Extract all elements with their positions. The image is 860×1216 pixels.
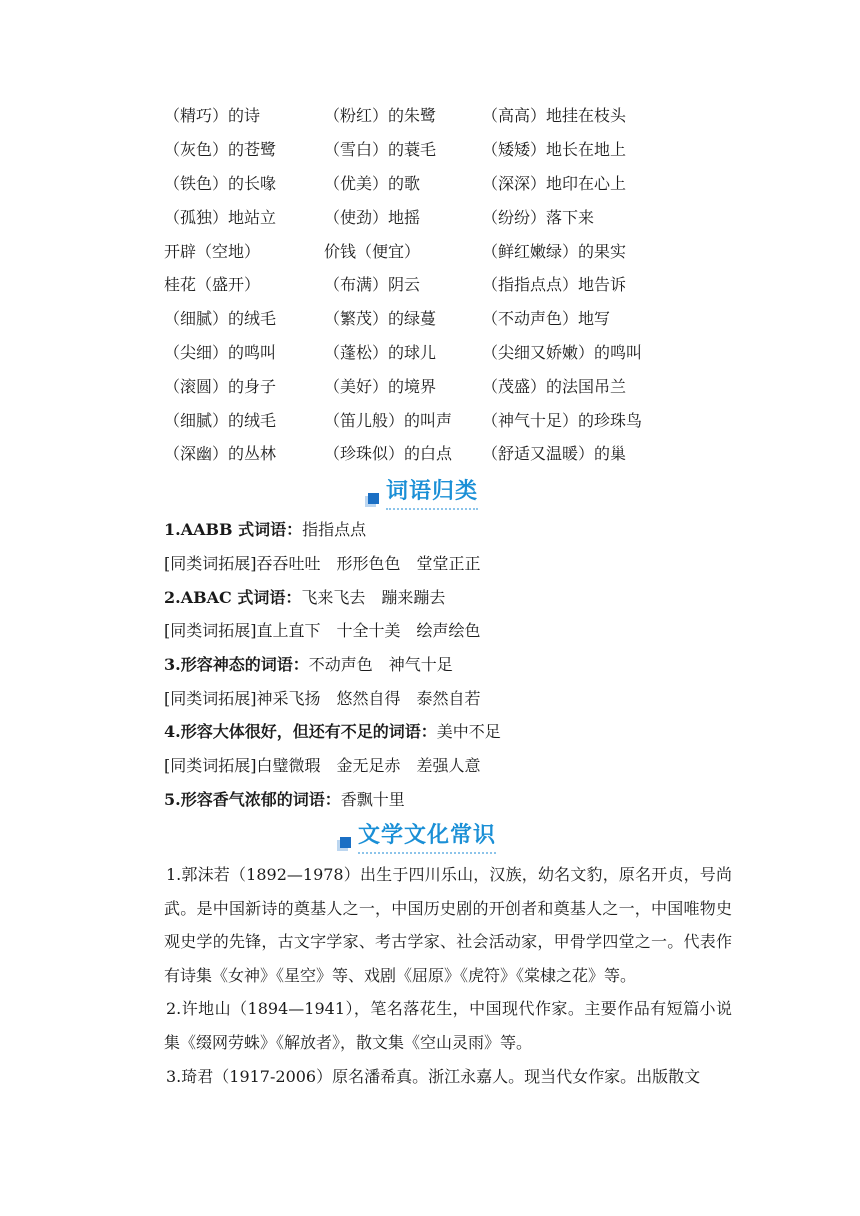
word-phrase: （尖细）的鸣叫 — [164, 342, 277, 362]
section-title: 文学文化常识 — [358, 818, 496, 854]
word-phrase: （笛儿般）的叫声 — [324, 410, 453, 430]
word-grid-row — [164, 301, 724, 335]
word-phrase: 桂花（盛开） — [164, 275, 261, 295]
classification-item — [164, 680, 764, 714]
literature-paragraph: 3.琦君（1917-2006）原名潘希真。浙江永嘉人。现当代女作家。出版散文 — [166, 1066, 701, 1086]
word-grid-row — [164, 436, 724, 470]
section-marker-icon — [368, 493, 379, 504]
literature-paragraph: 2.许地山（1894—1941），笔名落花生，中国现代作家。主要作品有短篇小说集《缀网劳蛛》《解放者》，散文集《空山灵雨》等。 — [164, 999, 732, 1052]
section-marker-icon — [340, 837, 351, 848]
word-phrase: （高高）地挂在枝头 — [482, 106, 627, 126]
word-grid-row — [164, 233, 724, 267]
word-phrase: （美好）的境界 — [324, 376, 437, 396]
word-phrase: （纷纷）落下来 — [482, 207, 595, 227]
word-grid-row — [164, 368, 724, 402]
classification-item — [164, 546, 764, 580]
word-phrase: （孤独）地站立 — [164, 207, 277, 227]
classification-item — [164, 714, 764, 748]
related-words-extension: [同类词拓展]神采飞扬 悠然自得 泰然自若 — [164, 688, 481, 708]
word-phrase: （精巧）的诗 — [164, 106, 261, 126]
word-grid-row — [164, 402, 724, 436]
word-grid-row — [164, 132, 724, 166]
word-phrase: （优美）的歌 — [324, 173, 421, 193]
classification-item — [164, 647, 764, 681]
word-phrase: （茂盛）的法国吊兰 — [482, 376, 627, 396]
word-phrase: （珍珠似）的白点 — [324, 444, 453, 464]
word-phrase: （粉红）的朱鹭 — [324, 106, 437, 126]
word-phrase: （尖细又娇嫩）的鸣叫 — [482, 342, 643, 362]
section-title: 词语归类 — [386, 474, 478, 510]
category-label: 3.形容神态的词语： — [164, 655, 309, 675]
literature-notes — [164, 858, 732, 1093]
word-grid-row — [164, 335, 724, 369]
category-words: 美中不足 — [436, 722, 501, 742]
category-label: 5.形容香气浓郁的词语： — [164, 789, 341, 809]
section-heading-literature — [340, 818, 496, 854]
section-heading-classify — [368, 474, 478, 510]
classification-item — [164, 579, 764, 613]
word-grid-row — [164, 199, 724, 233]
word-grid-row — [164, 166, 724, 200]
word-phrase: （布满）阴云 — [324, 275, 421, 295]
word-phrase: （不动声色）地写 — [482, 309, 611, 329]
related-words-extension: [同类词拓展]直上直下 十全十美 绘声绘色 — [164, 621, 481, 641]
word-phrase: （使劲）地摇 — [324, 207, 421, 227]
word-classification-list — [164, 512, 764, 815]
word-phrase: （铁色）的长喙 — [164, 173, 277, 193]
classification-item — [164, 512, 764, 546]
word-phrase: （滚圆）的身子 — [164, 376, 277, 396]
word-phrase: （矮矮）地长在地上 — [482, 140, 627, 160]
word-phrase: 开辟（空地） — [164, 241, 261, 261]
word-phrase: （鲜红嫩绿）的果实 — [482, 241, 627, 261]
word-phrase: （雪白）的蓑毛 — [324, 140, 437, 160]
word-phrase: （繁茂）的绿蔓 — [324, 309, 437, 329]
word-phrase: （蓬松）的球儿 — [324, 342, 437, 362]
category-words: 不动声色 神气十足 — [308, 655, 453, 675]
word-phrase: （细腻）的绒毛 — [164, 410, 277, 430]
word-phrase-grid — [164, 98, 724, 470]
category-words: 指指点点 — [302, 520, 367, 540]
classification-item — [164, 613, 764, 647]
word-phrase: （神气十足）的珍珠鸟 — [482, 410, 643, 430]
word-phrase: （指指点点）地告诉 — [482, 275, 627, 295]
literature-paragraph: 1.郭沫若（1892—1978）出生于四川乐山，汉族，幼名文豹，原名开贞，号尚武。是中国新诗的奠基人之一，中国历史剧的开创者和奠基人之一，中国唯物史观史学的先锋，古文字学家、考古学家、社会活动家，甲骨学四堂之一。代表作有诗集《女神》《星空》等、戏剧《屈原》《虎符》《棠棣之花》等。 — [164, 865, 732, 985]
category-label: 2.ABAC 式词语： — [164, 587, 302, 607]
word-grid-row — [164, 267, 724, 301]
category-label: 1.AABB 式词语： — [164, 520, 303, 540]
word-grid-row — [164, 98, 724, 132]
related-words-extension: [同类词拓展]吞吞吐吐 形形色色 堂堂正正 — [164, 554, 481, 574]
word-phrase: （舒适又温暖）的巢 — [482, 444, 627, 464]
word-phrase: 价钱（便宜） — [324, 241, 421, 261]
category-words: 飞来飞去 蹦来蹦去 — [301, 587, 446, 607]
word-phrase: （深深）地印在心上 — [482, 173, 627, 193]
category-label: 4.形容大体很好，但还有不足的词语： — [164, 722, 437, 742]
classification-item — [164, 782, 764, 816]
category-words: 香飘十里 — [340, 789, 405, 809]
word-phrase: （细腻）的绒毛 — [164, 309, 277, 329]
word-phrase: （灰色）的苍鹭 — [164, 140, 277, 160]
classification-item — [164, 748, 764, 782]
word-phrase: （深幽）的丛林 — [164, 444, 277, 464]
related-words-extension: [同类词拓展]白璧微瑕 金无足赤 差强人意 — [164, 756, 481, 776]
